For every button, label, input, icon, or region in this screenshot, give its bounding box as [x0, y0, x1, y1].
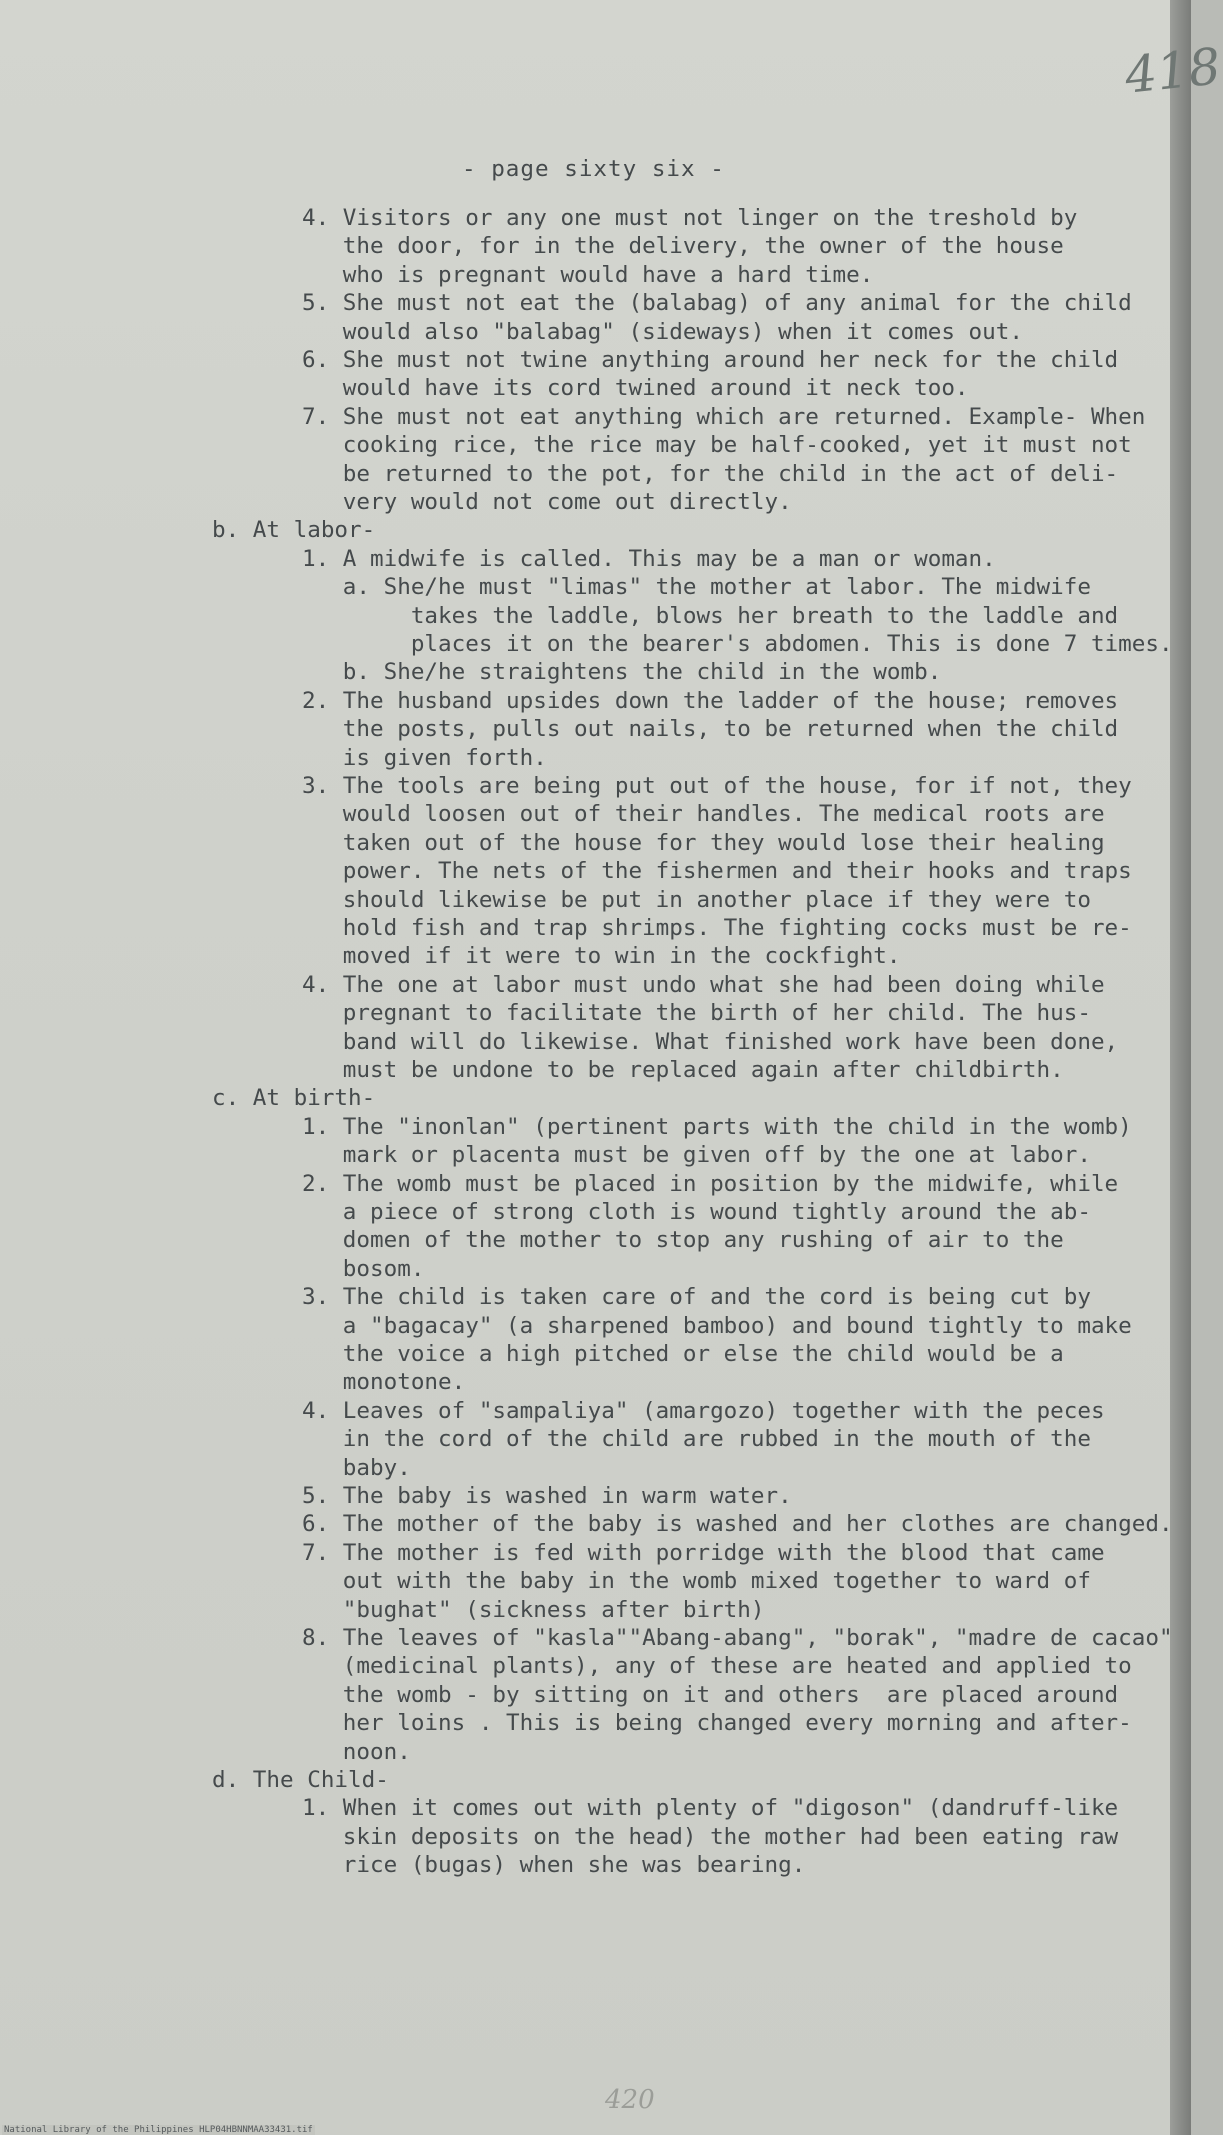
list-item-line: bosom.	[302, 1255, 425, 1282]
list-item-line: 4. The one at labor must undo what she had been doing while	[302, 971, 1105, 998]
list-item-line: b. She/he straightens the child in the womb.	[302, 659, 942, 686]
list-item-line: 6. The mother of the baby is washed and her clothes are changed.	[302, 1511, 1173, 1538]
list-item-line: band will do likewise. What finished work have been done,	[302, 1028, 1119, 1055]
list-item-line: would have its cord twined around it neck too.	[302, 375, 969, 402]
section-heading: b. At labor-	[212, 517, 376, 544]
list-item-line: cooking rice, the rice may be half-cooked, yet it must not	[302, 432, 1132, 459]
list-item-line: who is pregnant would have a hard time.	[302, 261, 874, 288]
list-item-line: would also "balabag" (sideways) when it comes out.	[302, 318, 1023, 345]
list-item-line: the voice a high pitched or else the child would be a	[302, 1341, 1064, 1367]
list-item-line: 4. Visitors or any one must not linger on the treshold by	[302, 205, 1078, 231]
handwritten-page-number: 418	[1122, 37, 1223, 105]
list-item-line: 3. The child is taken care of and the cord is being cut by	[302, 1284, 1091, 1311]
list-item-line: baby.	[302, 1454, 411, 1481]
list-item-line: 7. The mother is fed with porridge with the blood that came	[302, 1539, 1105, 1566]
list-item-line: domen of the mother to stop any rushing of air to the	[302, 1227, 1064, 1254]
list-item-line: a piece of strong cloth is wound tightly around the ab-	[302, 1199, 1091, 1225]
list-item-line: the posts, pulls out nails, to be returned when the child	[302, 716, 1119, 743]
list-item-line: monotone.	[302, 1369, 466, 1396]
list-item-line: must be undone to be replaced again after childbirth.	[302, 1057, 1064, 1083]
list-item-line: "bughat" (sickness after birth)	[302, 1596, 765, 1623]
list-item-line: (medicinal plants), any of these are heated and applied to	[302, 1653, 1132, 1680]
page-heading: - page sixty six -	[462, 156, 725, 182]
list-item-line: her loins . This is being changed every morning and after-	[302, 1710, 1132, 1737]
list-item-line: be returned to the pot, for the child in the act of deli-	[302, 460, 1119, 487]
page-edge	[1170, 0, 1191, 2135]
list-item-line: a. She/he must "limas" the mother at labor. The midwife	[302, 574, 1091, 601]
list-item-line: skin deposits on the head) the mother had been eating raw	[302, 1823, 1119, 1850]
bottom-handwritten-note: 420	[605, 2085, 655, 2115]
list-item-line: 2. The womb must be placed in position by the midwife, while	[302, 1170, 1119, 1197]
list-item-line: 4. Leaves of "sampaliya" (amargozo) together with the peces	[302, 1397, 1105, 1424]
list-item-line: 3. The tools are being put out of the house, for if not, they	[302, 773, 1132, 799]
list-item-line: taken out of the house for they would lose their healing	[302, 829, 1105, 856]
list-item-line: 1. The "inonlan" (pertinent parts with the child in the womb)	[302, 1113, 1132, 1140]
list-item-line: a "bagacay" (a sharpened bamboo) and bound tightly to make	[302, 1312, 1132, 1339]
list-item-line: mark or placenta must be given off by the one at labor.	[302, 1142, 1091, 1169]
list-item-line: would loosen out of their handles. The medical roots are	[302, 801, 1105, 828]
list-item-line: in the cord of the child are rubbed in the mouth of the	[302, 1426, 1091, 1453]
list-item-line: 6. She must not twine anything around her neck for the child	[302, 347, 1119, 373]
list-item-line: moved if it were to win in the cockfight.	[302, 943, 901, 970]
list-item-line: noon.	[302, 1738, 411, 1765]
section-heading: d. The Child-	[212, 1767, 389, 1793]
scan-footer: National Library of the Philippines HLP04HBNNMAA33431.tif	[4, 2125, 313, 2135]
list-item-line: 8. The leaves of "kasla""Abang-abang", "borak", "madre de cacao"	[302, 1625, 1173, 1651]
list-item-line: the womb - by sitting on it and others are placed around	[302, 1681, 1119, 1708]
list-item-line: should likewise be put in another place if they were to	[302, 886, 1091, 913]
list-item-line: pregnant to facilitate the birth of her child. The hus-	[302, 1000, 1091, 1027]
list-item-line: takes the laddle, blows her breath to the laddle and	[302, 602, 1119, 629]
list-item-line: 2. The husband upsides down the ladder of the house; removes	[302, 687, 1119, 714]
list-item-line: is given forth.	[302, 744, 547, 771]
list-item-line: very would not come out directly.	[302, 489, 792, 515]
section-heading: c. At birth-	[212, 1085, 376, 1112]
list-item-line: 5. She must not eat the (balabag) of any animal for the child	[302, 290, 1132, 317]
list-item-line: places it on the bearer's abdomen. This is done 7 times.	[302, 631, 1173, 657]
list-item-line: power. The nets of the fishermen and their hooks and traps	[302, 858, 1132, 885]
list-item-line: 5. The baby is washed in warm water.	[302, 1483, 792, 1509]
list-item-line: 1. When it comes out with plenty of "digoson" (dandruff-like	[302, 1795, 1119, 1822]
list-item-line: rice (bugas) when she was bearing.	[302, 1852, 806, 1879]
list-item-line: out with the baby in the womb mixed together to ward of	[302, 1568, 1091, 1595]
list-item-line: the door, for in the delivery, the owner of the house	[302, 233, 1064, 260]
list-item-line: 7. She must not eat anything which are returned. Example- When	[302, 403, 1146, 430]
list-item-line: hold fish and trap shrimps. The fighting cocks must be re-	[302, 915, 1132, 941]
list-item-line: 1. A midwife is called. This may be a man or woman.	[302, 545, 996, 572]
